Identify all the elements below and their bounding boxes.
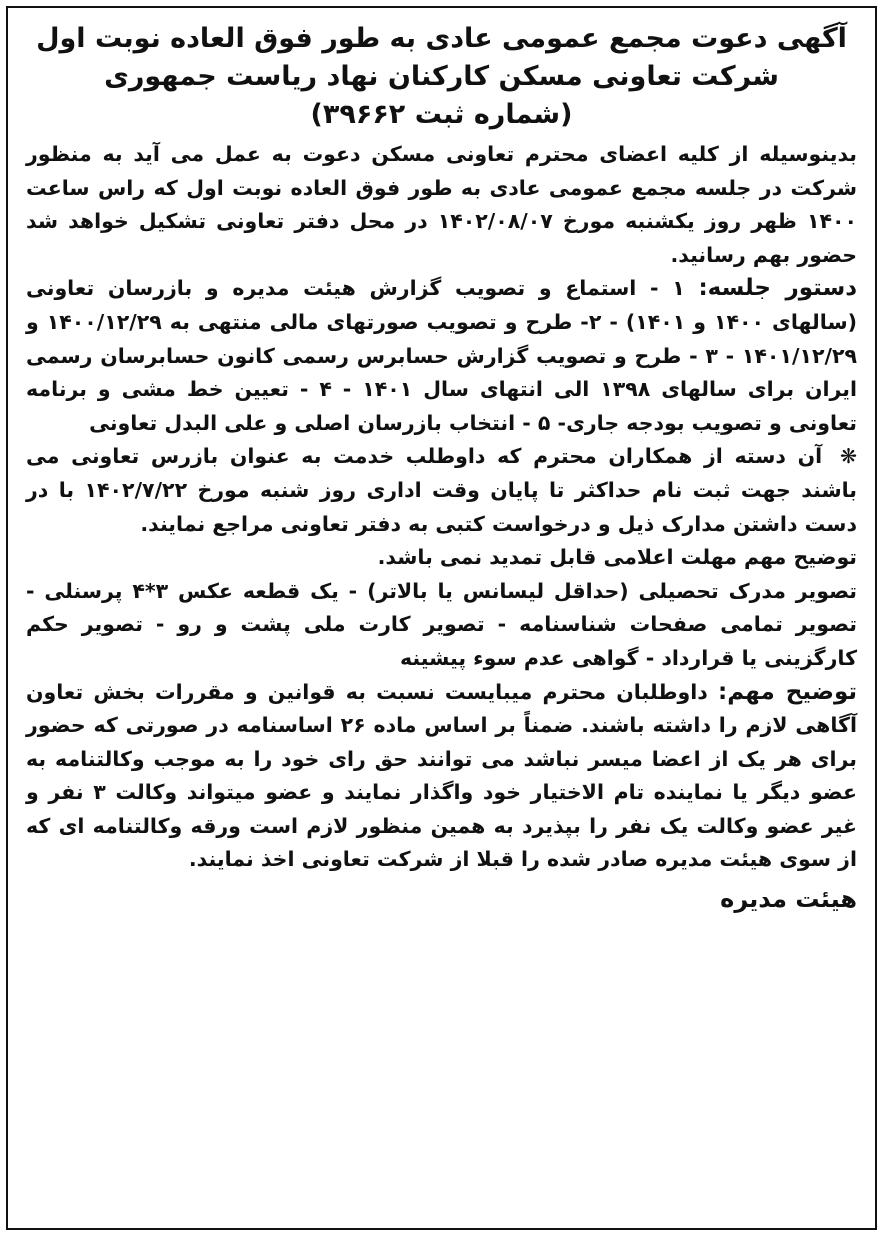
intro-paragraph: بدینوسیله از کلیه اعضای محترم تعاونی مسکن دعوت به عمل می آید به منظور شرکت در جلسه مجمع عمومی عادی به طور فوق العاده نوبت اول که راس ساعت ۱۴۰۰ ظهر روز یکشنبه مورخ ۱۴۰۲/۰۸/۰۷ در محل دفتر تعاونی تشکیل خواهد شد حضور بهم رسانید. xyxy=(26,142,857,267)
extension-note: توضیح مهم مهلت اعلامی قابل تمدید نمی باشد. xyxy=(377,545,857,570)
notice-title: آگهی دعوت مجمع عمومی عادی به طور فوق العاده نوبت اول xyxy=(36,23,847,54)
agenda-text: ۱ - استماع و تصویب گزارش هیئت مدیره و بازرسان تعاونی (سالهای ۱۴۰۰ و ۱۴۰۱) - ۲- طرح و تصویب صورتهای مالی منتهی به ۱۴۰۰/۱۲/۲۹ و ۱۴۰۱/۱۲/۲۹ - ۳ - طرح و تصویب گزارش حسابرس رسمی کانون حسابرسان رسمی ایران برای سالهای ۱۳۹۸ الی انتهای سال ۱۴۰۱ - ۴ - تعیین خط مشی و برنامه تعاونی و تصویب بودجه جاری- ۵ - انتخاب بازرسان اصلی و علی البدل تعاونی xyxy=(26,276,857,435)
inspectors-paragraph xyxy=(26,440,857,541)
documents-paragraph: تصویر مدرک تحصیلی (حداقل لیسانس یا بالاتر) - یک قطعه عکس ۳*۴ پرسنلی - تصویر تمامی صفحات شناسنامه - تصویر کارت ملی پشت و رو - تصویر حکم کارگزینی یا قرارداد - گواهی عدم سوء پیشینه xyxy=(26,578,857,670)
asterisk-icon: ❋ xyxy=(839,444,857,469)
inspectors-text: آن دسته از همکاران محترم که داوطلب خدمت به عنوان بازرس تعاونی می باشند جهت ثبت نام حداکثر تا پایان وقت اداری روز شنبه مورخ ۱۴۰۲/۷/۲۲ با در دست داشتن مدارک ذیل و درخواست کتبی به دفتر تعاونی مراجع نمایند. xyxy=(26,444,857,536)
signature: هیئت مدیره xyxy=(720,885,857,914)
agenda-paragraph xyxy=(26,272,857,440)
notice-header xyxy=(26,20,857,134)
registration-number: (شماره ثبت ۳۹۶۶۲) xyxy=(310,99,573,130)
company-name: شرکت تعاونی مسکن کارکنان نهاد ریاست جمهوری xyxy=(104,61,779,92)
notice-frame xyxy=(6,6,877,1230)
important-label: توضیح مهم: xyxy=(718,678,858,705)
agenda-label: دستور جلسه: xyxy=(698,275,857,302)
important-paragraph xyxy=(26,676,857,878)
important-text: داوطلبان محترم میبایست نسبت به قوانین و مقررات بخش تعاون آگاهی لازم را داشته باشند. ضمناً بر اساس ماده ۲۶ اساسنامه در صورتی که حضور برای هر یک از اعضا میسر نباشد می توانند حق رای خود را به موجب وکالتنامه به عضو دیگر یا نماینده تام الاختیار خود واگذار نمایند و عضو میتواند وکالت ۳ نفر و غیر عضو وکالت یک نفر را بپذیرد به همین منظور لازم است ورقه وکالتنامه ای که از سوی هیئت مدیره صادر شده را قبلا از شرکت تعاونی اخذ نمایند. xyxy=(26,679,857,872)
